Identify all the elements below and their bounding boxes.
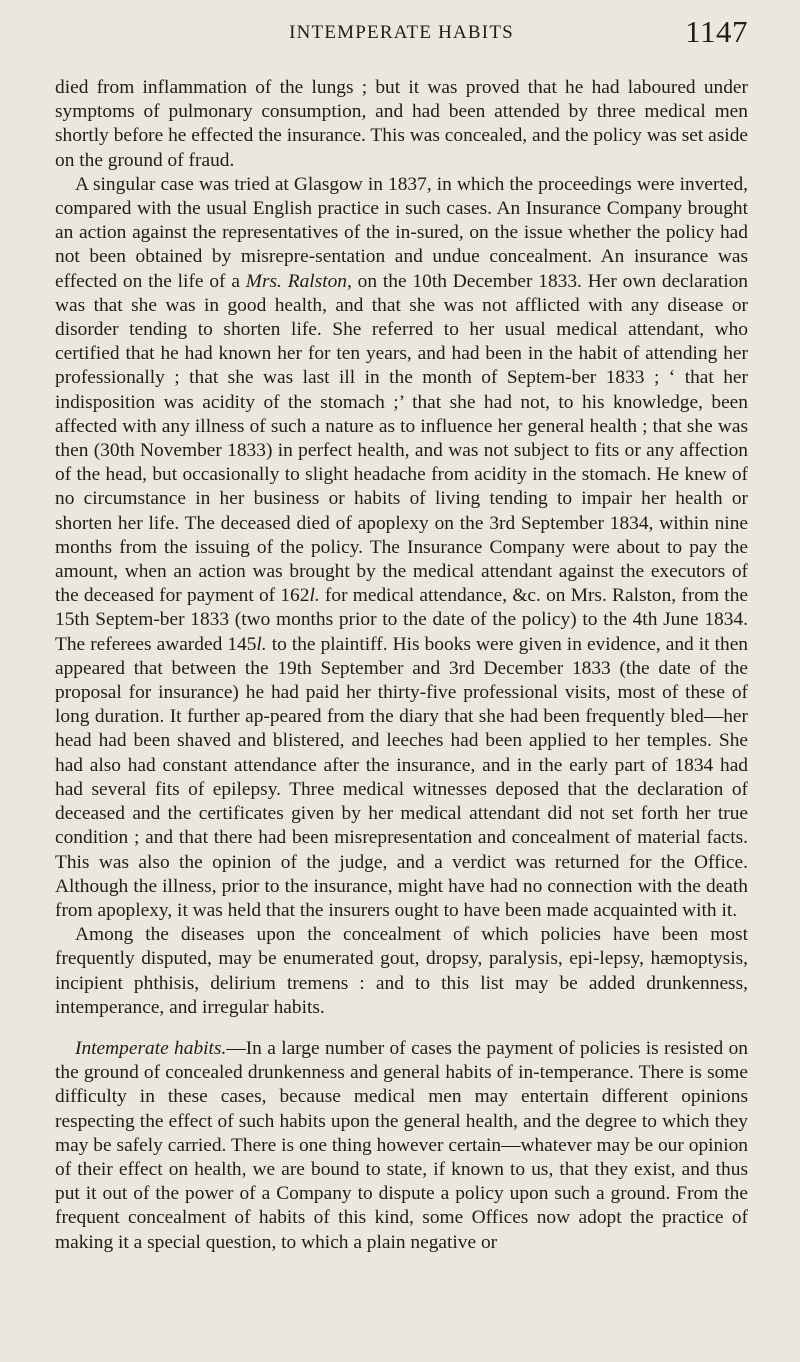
paragraph-continuation: died from inflammation of the lungs ; but it was proved that he had laboured under symptoms of pulmonary consumption, and had been attended by three medical men shortly before he effected the insurance. This was concealed, and the policy was set aside on the ground of fraud. — [55, 77, 748, 171]
body-text — [55, 76, 748, 1255]
intemperate-habits-text: —In a large number of cases the payment of policies is resisted on the ground of concealed drunkenness and general habits of in-temperance. There is some difficulty in these cases, because medical men may entertain different opinions respecting the effect of such habits upon the general health, and the degree to which they may be safely carried. There is one thing however certain—whatever may be our opinion of their effect on health, we are bound to state, if known to us, that they exist, and thus put it out of the power of a Company to dispute a policy upon such a ground. From the frequent concealment of habits of this kind, some Offices now adopt the practice of making it a special question, to which a plain negative or — [55, 1037, 748, 1253]
paragraph-disputed-diseases: Among the diseases upon the concealment of which policies have been most frequently disputed, may be enumerated gout, dropsy, paralysis, epi-lepsy, hæmoptysis, incipient phthisis, delirium tremens : and to this list may be added drunkenness, intemperance, and irregular habits. — [55, 924, 748, 1018]
glasgow-case-text-d: to the plaintiff. His books were given in evidence, and it then appeared that between the 19th September and 3rd December 1833 (the date of the proposal for insurance) he had paid her thirty-five professional visits, most of these of long duration. It further ap-peared from the diary that she had been frequently bled—her head had been shaved and blistered, and leeches had been applied to her temples. She had also had constant attendance after the insurance, and in the early part of 1834 had had several fits of epilepsy. Three medical witnesses deposed that the declaration of deceased and the certificates given by her medical attendant did not set forth her true condition ; and that there had been misrepresentation and concealment of material facts. This was also the opinion of the judge, and a verdict was returned for the Office. Although the illness, prior to the insurance, might have had no connection with the death from apoplexy, it was held that the insurers ought to have been made acquainted with it. — [55, 633, 748, 921]
running-title: INTEMPERATE HABITS — [289, 22, 514, 43]
glasgow-case-text-c: for medical attendance, &c. on Mrs. Ralston, from the 15th Septem-ber 1833 (two months prior to the date of the policy) to the 4th June 1834. The referees awarded 145 — [55, 585, 748, 655]
pounds-symbol: l. — [309, 585, 320, 607]
glasgow-case-text-a: A singular case was tried at Glasgow in 1837, in which the proceedings were inverted, compared with the usual English practice in such cases. An Insurance Company brought an action against the representatives of the in-sured, on the issue whether the policy had not been obtained by misrepre-sentation and undue concealment. An insurance was effected on the life of a — [55, 173, 748, 292]
paragraph-glasgow-case — [55, 173, 748, 923]
section-heading: Intemperate habits. — [75, 1037, 227, 1059]
glasgow-case-text-b: , on the 10th December 1833. Her own declaration was that she was in good health, and that she was not afflicted with any disease or disorder tending to shorten life. She referred to her usual medical attendant, who certified that he had known her for ten years, and had been in the habit of attending her professionally ; that she was last ill in the month of Septem-ber 1833 ; ‘ that her indisposition was acidity of the stomach ;’ that she had not, to his knowledge, been affected with any illness of such a nature as to influence her general health ; that she was then (30th November 1833) in perfect health, and was not subject to fits or any affection of the head, but occasionally to slight headache from acidity in the stomach. He knew of no circumstance in her business or habits of living tending to impair her health or shorten her life. The deceased died of apoplexy on the 3rd September 1834, within nine months from the issuing of the policy. The Insurance Company were about to pay the amount, when an action was brought by the medical attendant against the executors of the deceased for payment of 162 — [55, 270, 748, 607]
pounds-symbol: l. — [256, 633, 267, 655]
page-number: 1147 — [685, 14, 748, 49]
running-head — [55, 14, 748, 76]
case-name: Mrs. Ralston — [245, 270, 347, 292]
paragraph-intemperate-habits — [55, 1037, 748, 1255]
